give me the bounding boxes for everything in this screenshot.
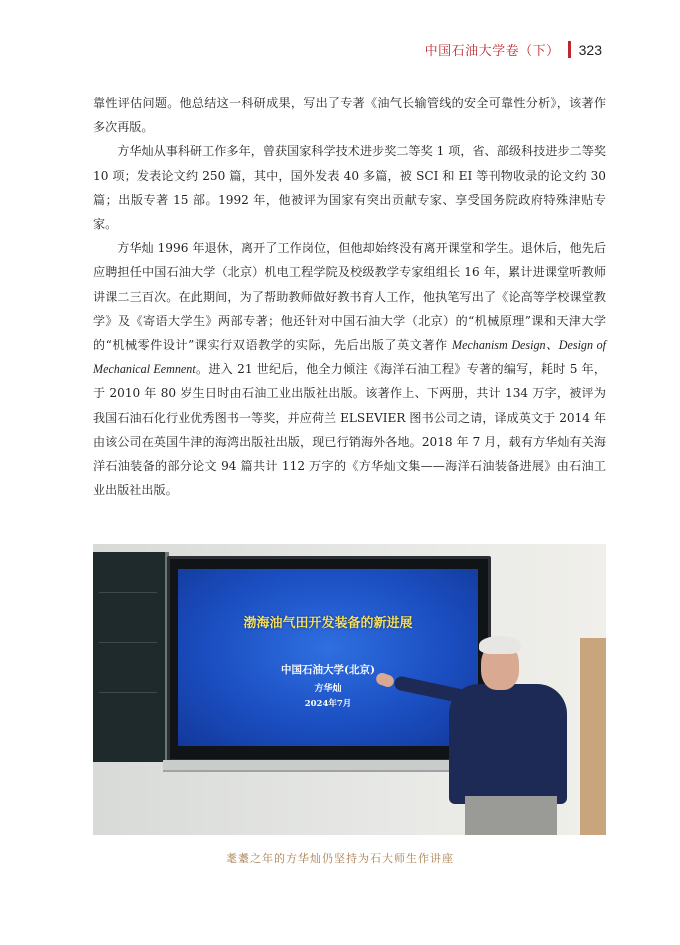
presenter-body: [449, 684, 567, 804]
photo-caption: 耄耋之年的方华灿仍坚持为石大师生作讲座: [226, 852, 454, 865]
screen-tray: [163, 760, 471, 772]
body-text: [93, 91, 606, 502]
wooden-door: [580, 638, 606, 835]
blackboard: [93, 552, 169, 762]
paragraph-continued: 靠性评估问题。他总结这一科研成果，写出了专著《油气长输管线的安全可靠性分析》，该著作多次再版。: [93, 96, 606, 135]
paragraph-retirement: [93, 236, 606, 502]
presenter-hair: [479, 636, 521, 654]
paragraph-research-awards: 方华灿从事科研工作多年，曾获国家科学技术进步奖二等奖 1 项，省、部级科技进步二等奖 10 项；发表论文约 250 篇，其中，国外发表 40 多篇，被 SCI 和 EI 等刊物收录的论文约 30 篇；出版专著 15 部。1992 年，他被评为国家有突出贡献专家、享受国务院政府特殊津贴专家。: [93, 144, 606, 232]
presentation-slide: [178, 569, 478, 746]
slide-date: 2024年7月: [304, 699, 352, 709]
slide-presenter: 方华灿: [314, 684, 342, 694]
running-header-title: 中国石油大学卷（下）: [424, 44, 560, 59]
slide-title: 渤海油气田开发装备的新进展: [243, 616, 413, 631]
display-screen-frame: [167, 556, 491, 762]
english-book-titles: Mechanism Design、Design of Mechanical Eemnent: [93, 338, 606, 377]
blackboard-line: [99, 692, 157, 693]
lecture-photo: [93, 544, 606, 835]
page-number: 323: [578, 41, 602, 58]
paragraph-retirement-part-b: 。进入 21 世纪后，他全力倾注《海洋石油工程》专著的编写，耗时 5 年，于 2010 年 80 岁生日时由石油工业出版社出版。该著作上、下两册，共计 134 万字，被评为我国石油石化行业优秀图书一等奖，并应荷兰 ELSEVIER 图书公司之请，译成英文于 2014 年由该公司在英国牛津的海湾出版社出版，现已行销海外各地。2018 年 7 月，载有方华灿有关海洋石油装备的部分论文 94 篇共计 112 万字的《方华灿文集——海洋石油装备进展》由石油工业出版社出版。: [93, 362, 606, 498]
header-divider: [568, 41, 571, 58]
paragraph-retirement-part-a: 方华灿 1996 年退休，离开了工作岗位，但他却始终没有离开课堂和学生。退休后，他先后应聘担任中国石油大学（北京）机电工程学院及校级教学专家组组长 16 年，累计进课堂听教师讲课二三百次。在此期间，为了帮助教师做好教书育人工作，他执笔写出了《论高等学校课堂教学》及《寄语大学生》两部专著；他还针对中国石油大学（北京）的“机械原理”课和天津大学的“机械零件设计”课实行双语教学的实际，先后出版了英文著作: [93, 241, 606, 353]
slide-organization: 中国石油大学(北京): [281, 664, 375, 676]
presenter-trousers: [465, 796, 557, 835]
blackboard-line: [99, 592, 157, 593]
running-header: [425, 40, 602, 59]
blackboard-line: [99, 642, 157, 643]
